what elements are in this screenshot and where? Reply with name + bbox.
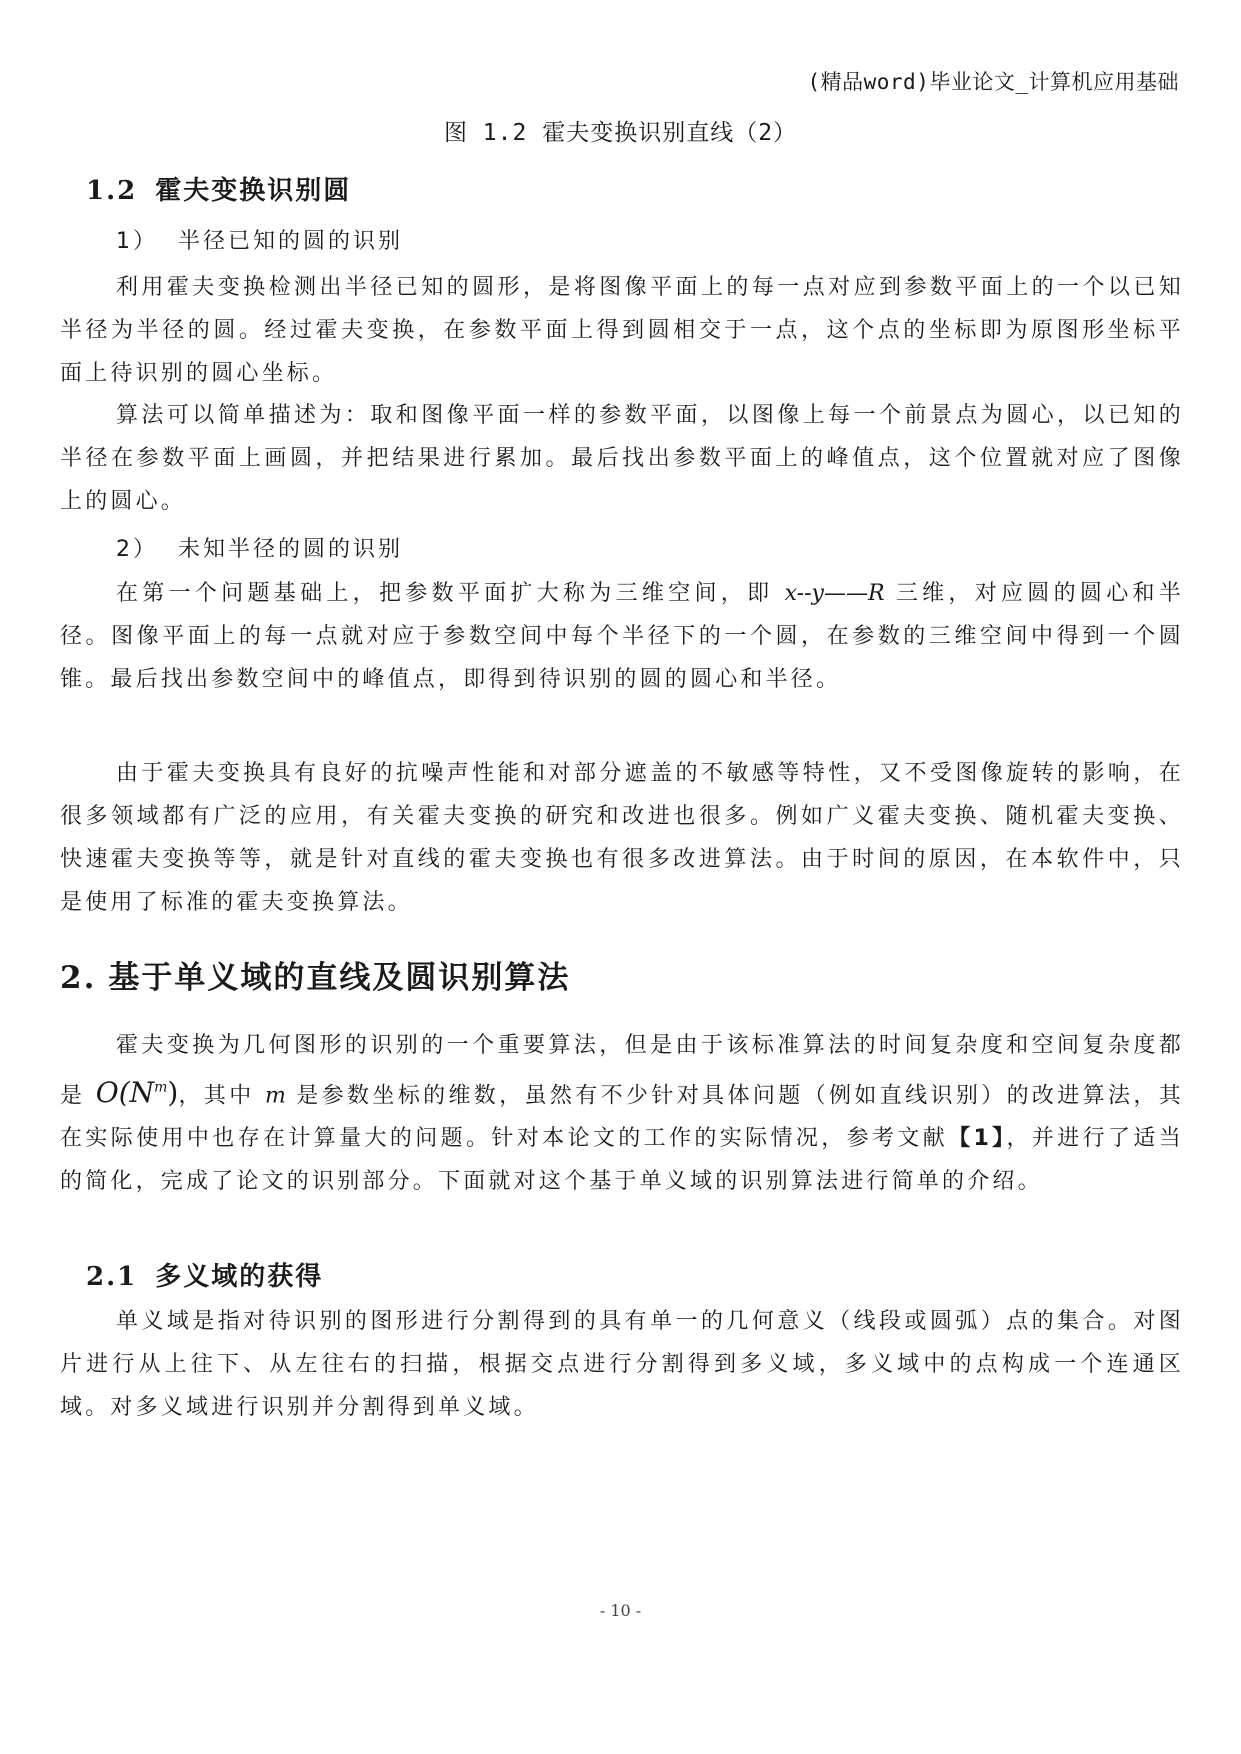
section-number: 2.1 xyxy=(86,1262,138,1292)
list-item-number: 1） xyxy=(116,229,158,254)
page-header: (精品word)毕业论文_计算机应用基础 xyxy=(807,70,1179,94)
paragraph-2: 算法可以简单描述为：取和图像平面一样的参数平面，以图像上每一个前景点为圆心，以已知的半径在参数平面上画圆，并把结果进行累加。最后找出参数平面上的峰值点，这个位置就对应了图像上的圆心。 xyxy=(60,403,1184,514)
list-item-text: 半径已知的圆的识别 xyxy=(178,229,404,254)
section-title: 霍夫变换识别圆 xyxy=(155,176,352,206)
paragraph-text: 是参数坐标的维数，虽然有不少针对具体问题（例如直线识别）的改进算法，其在实际使用中也存在计算量大的问题。针对本论文的工作的实际情况，参考文献 xyxy=(60,1083,1184,1152)
section-heading-2 xyxy=(60,952,570,997)
formula-exponent: m xyxy=(154,1080,168,1096)
paragraph-1: 利用霍夫变换检测出半径已知的圆形，是将图像平面上的每一点对应到参数平面上的一个以已知半径为半径的圆。经过霍夫变换，在参数平面上得到圆相交于一点，这个点的坐标即为原图形坐标平面上待识别的圆心坐标。 xyxy=(60,275,1184,386)
paragraph-6: 单义域是指对待识别的图形进行分割得到的具有单一的几何意义（线段或圆弧）点的集合。对图片进行从上往下、从左往右的扫描，根据交点进行分割得到多义域，多义域中的点构成一个连通区域。对多义域进行识别并分割得到单义域。 xyxy=(60,1309,1184,1420)
math-expression: x--y——R xyxy=(784,581,885,606)
paragraph-3 xyxy=(60,572,1184,701)
formula-base: O(N xyxy=(95,1076,155,1110)
complexity-formula xyxy=(96,1076,179,1109)
paragraph-text: 在第一个问题基础上，把参数平面扩大称为三维空间，即 xyxy=(116,581,785,606)
page-number: - 10 - xyxy=(599,1601,642,1620)
section-heading-2-1 xyxy=(86,1256,323,1293)
list-item-2 xyxy=(116,532,403,563)
section-number: 1.2 xyxy=(86,176,138,206)
list-item-number: 2） xyxy=(116,537,158,562)
section-heading-1-2 xyxy=(86,170,351,207)
paragraph-text: ，并进行了适当的简化，完成了论文的识别部分。下面就对这个基于单义域的识别算法进行简单的介绍。 xyxy=(60,1126,1184,1195)
formula-close: ) xyxy=(167,1076,179,1110)
paragraph-text: ，其中 xyxy=(178,1083,265,1109)
list-item-text: 未知半径的圆的识别 xyxy=(178,537,404,562)
section-title: 多义域的获得 xyxy=(155,1262,324,1292)
paragraph-5 xyxy=(60,1024,1184,1203)
figure-caption: 图 1.2 霍夫变换识别直线（2） xyxy=(443,120,798,146)
variable-m: m xyxy=(264,1083,286,1109)
paragraph-4: 由于霍夫变换具有良好的抗噪声性能和对部分遮盖的不敏感等特性，又不受图像旋转的影响，在很多领域都有广泛的应用，有关霍夫变换的研究和改进也很多。例如广义霍夫变换、随机霍夫变换、快速霍夫变换等等，就是针对直线的霍夫变换也有很多改进算法。由于时间的原因，在本软件中，只是使用了标准的霍夫变换算法。 xyxy=(60,761,1184,915)
paragraph-text: 霍夫变换为几何图形的识别的一个重要算法，但是由于该标准算法的时间复杂度和空间复杂度都是 xyxy=(60,1033,1184,1109)
list-item-1 xyxy=(116,224,403,255)
reference-citation: 【1】 xyxy=(948,1126,1007,1152)
section-title: 基于单义域的直线及圆识别算法 xyxy=(108,960,571,996)
paragraph-text: 三维，对应圆的圆心和半径。图像平面上的每一点就对应于参数空间中每个半径下的一个圆，在参数的三维空间中得到一个圆锥。最后找出参数空间中的峰值点，即得到待识别的圆的圆心和半径。 xyxy=(60,581,1184,692)
section-number: 2. xyxy=(60,960,97,996)
